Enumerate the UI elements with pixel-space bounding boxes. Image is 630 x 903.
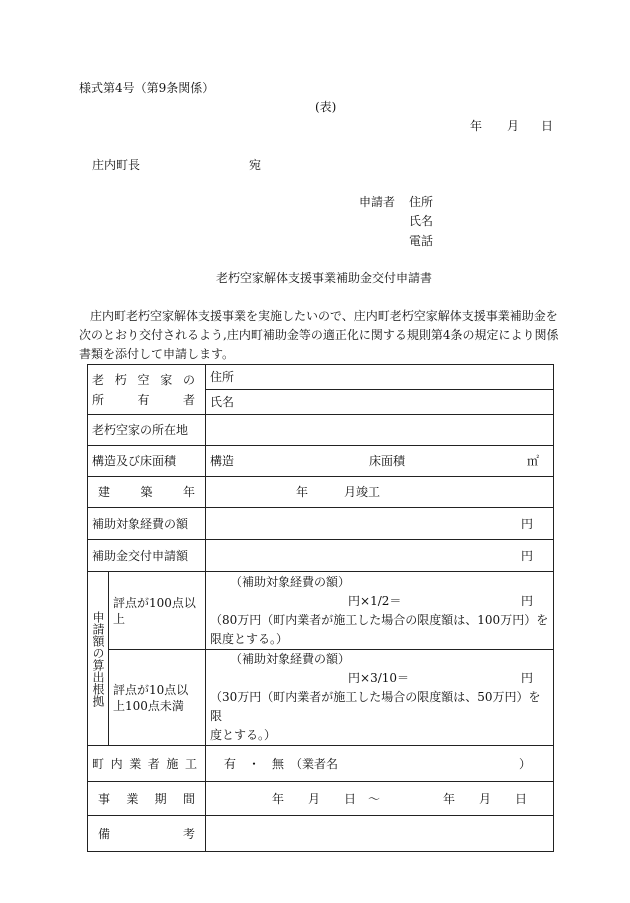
period-start: 年 月 日 ～ <box>272 791 381 806</box>
addressee-suffix: 宛 <box>249 158 262 172</box>
request-field[interactable]: 円 <box>206 540 554 572</box>
applicant-name: 氏名 <box>409 214 434 228</box>
application-table <box>87 364 554 852</box>
request-row <box>88 540 554 572</box>
tier2-row <box>88 650 554 746</box>
tier2-calc-line <box>210 669 549 688</box>
remarks-label-char: 考 <box>183 826 196 841</box>
request-label: 補助金交付申請額 <box>88 540 206 572</box>
form-number: 様式第4号（第9条関係） <box>79 81 215 95</box>
remarks-field[interactable] <box>206 816 554 852</box>
local-label-char: 業 <box>129 756 142 771</box>
basis-label-cell <box>88 572 109 746</box>
owner-label-char: 朽 <box>114 372 127 387</box>
period-label-char: 業 <box>126 791 139 806</box>
local-label-char: 施 <box>166 756 179 771</box>
date-year: 年 <box>470 119 483 133</box>
tier2-label <box>109 650 206 746</box>
applicant-address: 住所 <box>409 195 434 209</box>
period-label-char: 事 <box>98 791 111 806</box>
local-label-char: 町 <box>92 756 105 771</box>
built-label-char: 年 <box>183 485 196 499</box>
remarks-label <box>92 826 201 842</box>
structure-row <box>88 446 554 477</box>
owner-label-char: の <box>183 372 196 387</box>
owner-row-address <box>88 365 554 390</box>
date-day: 日 <box>541 119 554 133</box>
built-field[interactable]: 年 月竣工 <box>206 477 554 508</box>
structure-field-content <box>210 453 549 469</box>
tier2-note-1: （30万円（町内業者が施工した場合の限度額は、50万円）を限 <box>210 690 541 723</box>
owner-address-field[interactable]: 住所 <box>206 365 554 390</box>
built-label-char: 築 <box>140 485 153 499</box>
owner-label-cell <box>88 365 206 415</box>
period-label-char: 間 <box>182 791 195 806</box>
local-value: 有 ・ 無 （業者名 <box>224 756 339 771</box>
tier1-label-line-2: 上 <box>113 611 126 626</box>
period-label-char: 期 <box>154 791 167 806</box>
local-field-content <box>210 756 549 772</box>
remarks-label-char: 備 <box>98 826 111 841</box>
period-row <box>88 782 554 816</box>
floor-area-label: 床面積 <box>369 454 406 468</box>
owner-label-char: 所 <box>92 392 105 407</box>
period-end: 年 月 日 <box>443 791 528 806</box>
owner-label-char: 家 <box>160 372 173 387</box>
remarks-row <box>88 816 554 852</box>
local-close: ） <box>519 756 532 771</box>
tier1-unit: 円 <box>521 593 534 608</box>
floor-area-group <box>369 453 549 469</box>
side-label: (表) <box>315 100 337 114</box>
tier2-field[interactable] <box>206 650 554 746</box>
tier1-label <box>109 572 206 650</box>
tier2-label-line-2: 上100点未満 <box>113 698 184 713</box>
floor-area-unit: ㎡ <box>527 454 540 468</box>
period-field-content <box>210 791 549 807</box>
period-field[interactable] <box>206 782 554 816</box>
applicant-phone: 電話 <box>409 234 434 248</box>
owner-label-char: 空 <box>137 372 150 387</box>
local-label-char: 者 <box>147 756 160 771</box>
local-label <box>92 756 201 772</box>
local-label-char: 内 <box>110 756 123 771</box>
tier2-calc: 円×3/10＝ <box>348 671 410 685</box>
body-line-3: 書類を添付して申請します。 <box>79 347 235 361</box>
local-contractor-row <box>88 746 554 782</box>
remarks-label-cell <box>88 816 206 852</box>
local-field[interactable] <box>206 746 554 782</box>
cost-label: 補助対象経費の額 <box>88 508 206 540</box>
owner-label-char: 老 <box>92 372 105 387</box>
location-row <box>88 415 554 446</box>
tier1-calc: 円×1/2＝ <box>348 593 402 608</box>
owner-label-char: 者 <box>183 392 196 407</box>
owner-label-char: 有 <box>137 392 150 407</box>
addressee-name: 庄内町長 <box>92 158 141 172</box>
tier2-note-2: 度とする。） <box>210 728 277 742</box>
local-label-cell <box>88 746 206 782</box>
built-row <box>88 477 554 508</box>
tier2-unit: 円 <box>521 671 534 685</box>
tier1-row <box>88 572 554 650</box>
tier1-note-1: （80万円（町内業者が施工した場合の限度額は、100万円）を <box>210 612 549 627</box>
tier1-label-line-1: 評点が100点以 <box>113 595 196 610</box>
tier2-label-line-1: 評点が10点以 <box>113 682 189 697</box>
built-label <box>92 484 201 500</box>
tier1-note-2: 限度とする。） <box>210 631 289 646</box>
structure-field[interactable] <box>206 446 554 477</box>
tier1-head: （補助対象経費の額） <box>230 574 351 589</box>
location-label: 老朽空家の所在地 <box>88 415 206 446</box>
built-label-char: 建 <box>98 485 111 499</box>
owner-label-line-2 <box>92 392 201 408</box>
applicant-role: 申請者 <box>359 195 396 209</box>
structure-value: 構造 <box>210 454 235 468</box>
date-month: 月 <box>507 119 520 133</box>
period-label-cell <box>88 782 206 816</box>
cost-field[interactable]: 円 <box>206 508 554 540</box>
local-label-char: 工 <box>184 756 197 771</box>
structure-label: 構造及び床面積 <box>88 446 206 477</box>
owner-name-field[interactable]: 氏名 <box>206 390 554 415</box>
owner-label-line-1 <box>92 372 201 388</box>
tier1-field[interactable] <box>206 572 554 650</box>
document-title: 老朽空家解体支援事業補助金交付申請書 <box>216 271 433 285</box>
location-field[interactable] <box>206 415 554 446</box>
tier2-head: （補助対象経費の額） <box>230 652 351 666</box>
body-line-2: 次のとおり交付されるよう,庄内町補助金等の適正化に関する規則第4条の規定により関係 <box>79 328 559 342</box>
basis-label: 申請額の算出根拠 <box>91 610 105 707</box>
body-line-1: 庄内町老朽空家解体支援事業を実施したいので、庄内町老朽空家解体支援事業補助金を <box>90 309 558 323</box>
built-label-cell <box>88 477 206 508</box>
period-label <box>92 791 201 807</box>
tier1-calc-line <box>210 592 549 611</box>
cost-row <box>88 508 554 540</box>
